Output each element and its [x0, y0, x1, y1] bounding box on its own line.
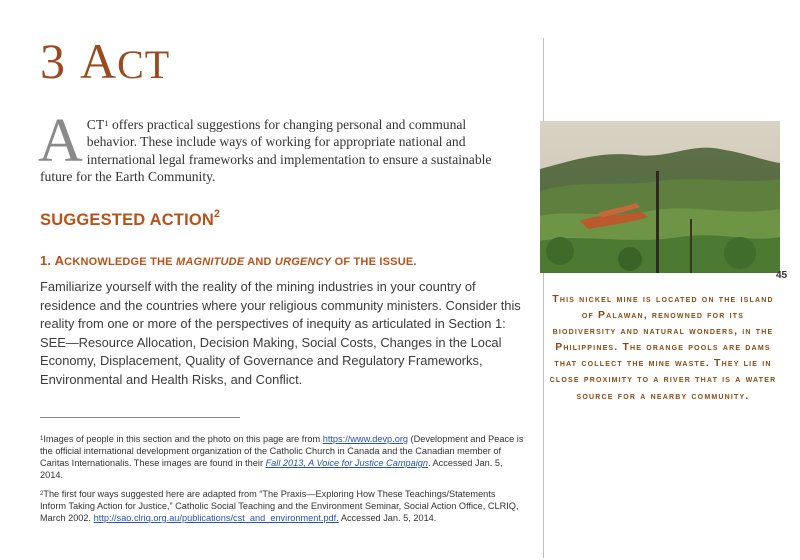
- title-first-letter: A: [80, 33, 118, 89]
- intro-paragraph: [38, 107, 518, 186]
- page-title: [40, 32, 170, 94]
- footnote-ref-2: 2: [214, 208, 221, 220]
- section-number: 3: [40, 33, 66, 89]
- intro-text: offers practical suggestions for changing personal and communal behavior. These include ways of working for appropriate national and international legal frameworks and implementation to ensure a sustainable future for the Earth Community.: [40, 117, 492, 185]
- title-rest: CT: [117, 42, 171, 87]
- footnote-1-text-b: (Development and Peace is the official international development organization of the Catholic Church in Canada and the Canadian member of Caritas Internationalis. These images are found in their: [40, 434, 524, 468]
- footnote-divider: [40, 417, 240, 418]
- page-number: 45: [776, 270, 788, 281]
- footnote-2-text-a: The first four ways suggested here are adapted from “The Praxis—Exploring How These Teachings/Statements Inform Taking Action for Justice,” Catholic Social Teaching and the Environment Seminar, Social Action Office, CLRIQ, March 2002.: [40, 489, 519, 523]
- footnote-2-text-b: Accessed Jan. 5, 2014.: [338, 513, 437, 523]
- intro-first-word-rest: CT: [86, 117, 105, 132]
- step-1-magnitude: MAGNITUDE: [175, 256, 245, 268]
- footnote-1-number: 1: [40, 436, 44, 442]
- devp-link[interactable]: https://www.devp.org: [322, 434, 408, 444]
- step-1-part1: CKNOWLEDGE THE: [64, 256, 176, 268]
- footnote-2-number: 2: [40, 491, 44, 497]
- drop-cap: A: [38, 107, 83, 175]
- footnote-ref-1: 1: [104, 118, 109, 128]
- footnote-1: [40, 433, 524, 481]
- column-divider: [543, 38, 544, 558]
- step-1-heading: [40, 253, 417, 268]
- footnote-1-text-c: . Accessed Jan. 5, 2014.: [40, 458, 503, 480]
- step-1-number: 1.: [40, 253, 55, 268]
- step-1-body: Familiarize yourself with the reality of the mining industries in your country of residence and the countries where your religious community ministers. Consider this reality from one or more of the perspectives of inequity as articulated in Section 1: SEE—Resource Allocation, Decision Making, Social Costs, Changes in the Local Economy, Displacement, Quality of Governance and Regulatory Frameworks, Environmental and Health Risks, and Conflict.: [40, 279, 521, 387]
- footnote-1-text-a: Images of people in this section and the photo on this page are from: [43, 434, 323, 444]
- step-1-and: AND: [244, 256, 275, 268]
- step-1-cap: A: [54, 253, 65, 268]
- footnote-2: [40, 488, 524, 524]
- nickel-mine-photo: [540, 121, 780, 273]
- step-1-part2: OF THE ISSUE.: [331, 256, 417, 268]
- suggested-action-label: SUGGESTED ACTION: [40, 211, 215, 229]
- suggested-action-heading: [40, 208, 221, 230]
- campaign-link[interactable]: Fall 2013, A Voice for Justice Campaign: [265, 458, 428, 468]
- photo-caption: This nickel mine is located on the island of Palawan, renowned for its biodiversity and natural wonders, in the Philippines. The orange pools are dams that collect the mine waste. They lie in close proximity to a river that is a water source for a nearby community.: [549, 294, 777, 402]
- step-1-urgency: URGENCY: [274, 256, 332, 268]
- clriq-pdf-link[interactable]: http://sao.clriq.org.au/publications/cst_and_environment.pdf.: [93, 513, 339, 523]
